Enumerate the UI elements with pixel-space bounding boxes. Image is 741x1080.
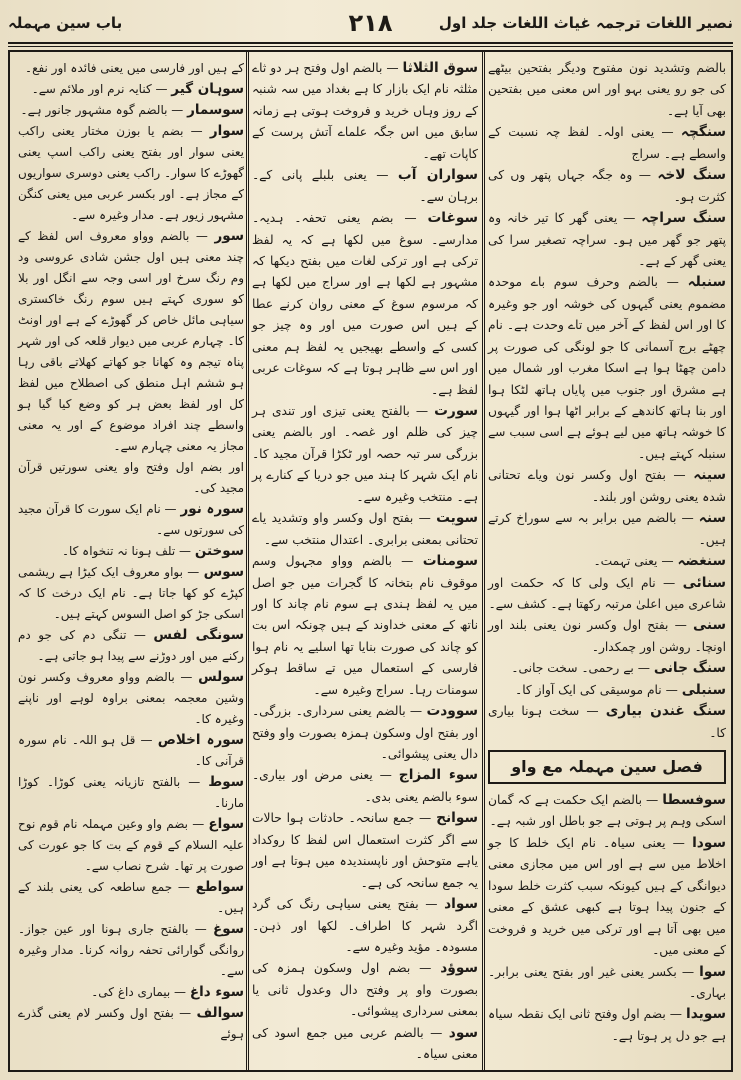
entry-headword: سواران آب [397,167,478,184]
entry-definition: جمع ساطعہ کی یعنی بلند کے ہیں۔ [18,880,244,915]
entry-definition: یعنی سیاہ۔ نام ایک خلط کا جو اخلاط میں سے ہے اور اس میں مجازی معنی دیوانگی کے ہیں کیونکہ سبب کثرت خلط سودا کے جنون پیدا ہوتا ہے کبھی عشق کے معنی میں بھی آتا ہے اور ترکی میں خرید و فروخت کے معنی میں۔ [488,835,726,958]
entry-headword: سونگی لفس [153,627,244,643]
dictionary-entry [18,58,244,79]
entry-headword: سود [448,1024,478,1041]
dictionary-entry: سنگ سراچہ — یعنی گھر کا تیر خانہ وہ پتھر جو گھر میں ہو۔ سراچہ تصغیر سرا کی یعنی گھر کے ہے۔ [488,210,726,268]
entry-headword: سواد [444,896,478,913]
entry-definition: بضم واو وعین مہملہ نام قوم نوح علیہ السلام کے قوم کے بت کا جو عورت کی صورت پر تھا۔ شرح نصاب سے۔ [18,817,244,873]
dictionary-entry: سومنات — بالضم وواو مجہول وسم موقوف نام بتخانہ کا گجرات میں جو اصل میں یہ لفظ ہندی ہے سوم نام چاند کا اور ناتھ کے معنی خداوند کے ہیں چونکہ اس بت کو چاند کی صورت بنایا تھا اسلیے یہ نام ہوا فارسی کے استعمال میں تے ساقط ہوکر سومنات رہا۔ سراج وغیرہ سے۔ [252,553,478,697]
book-title: نصیر اللغات ترجمہ غیاث اللغات جلد اول [438,14,733,32]
dictionary-entry: سودا — یعنی سیاہ۔ نام ایک خلط کا جو اخلاط میں سے ہے اور اس میں مجازی معنی دیوانگی کے ہیں کیونکہ سبب کثرت خلط سودا کے جنون پیدا ہوتا ہے کبھی عشق کے معنی میں بھی آتا ہے اور ترکی میں خرید و فروخت کے معنی میں۔ [488,834,726,958]
dictionary-entry: سوودت — بالضم یعنی سرداری۔ بزرگی۔ اور بفتح اول وسکون ہمزہ بصورت واو وفتح دال یعنی پیشوائی۔ [252,703,478,761]
dictionary-entry: سود — بالضم عربی میں جمع اسود کی معنی سیاہ۔ [252,1024,478,1062]
entry-definition: اور بضم اول وفتح واو یعنی سورتیں قرآن مجید کی۔ [18,460,244,495]
entry-headword: سوہان گیر [171,81,244,97]
entry-definition: نام ایک سورت کا قرآن مجید کی سورتوں سے۔ [18,502,244,537]
entry-headword: سوا [699,963,726,980]
entry-definition: بالضم عربی میں جمع اسود کی معنی سیاہ۔ [252,1025,478,1062]
entry-definition: کے ہیں اور فارسی میں یعنی فائدہ اور نفع۔ [25,61,244,75]
entry-definition: یعنی گھر کا تیر خانہ وہ پتھر جو گھر میں ہو۔ سراچہ تصغیر سرا کی یعنی گھر کے ہے۔ [488,211,726,268]
column-divider-right [482,50,485,1072]
dictionary-entry: سوا — بکسر یعنی غیر اور بفتح یعنی برابر۔ بہاری۔ [488,963,726,1000]
entry-headword: سوق الثلاثا [402,60,478,76]
entry-headword: سینہ [693,467,727,484]
entry-definition: بالضم وواو مجہول وسم موقوف نام بتخانہ کا گجرات میں جو اصل میں یہ لفظ ہندی ہے سوم نام چاند کا اور ناتھ کے معنی خداوند کے ہیں چونکہ اس بت کو چاند کی صورت بنایا تھا اسلیے یہ نام ہوا فارسی کے استعمال میں تے ساقط ہوکر سومنات رہا۔ سراج وغیرہ سے۔ [252,554,478,697]
entry-definition: تنگی دم کی جو دم رکنے میں اور دوڑنے سے پیدا ہو جاتی ہے۔ [18,628,244,663]
dictionary-entry: سنگچہ — یعنی اولہ۔ لفظ چہ نسبت کے واسطے ہے۔ سراج [488,124,726,161]
dictionary-entry: سورہ اخلاص — قل ہو اللہ۔ نام سورہ قرآنی کا۔ [18,732,244,768]
column-right [488,58,726,1066]
entry-headword: سور [214,228,244,244]
dictionary-entry: سوس — بواو معروف ایک کیڑا ہے ریشمی کپڑے کو کھا جاتا ہے۔ نام ایک درخت کا کہ اسکی جڑ کو اصل السوس کہتے ہیں۔ [18,564,244,621]
entry-headword: سوار [209,123,244,139]
entry-definition: جمع سانحہ۔ حادثات ہوا حالات سے اگر کثرت استعمال اس لفظ کا روکداد یاہے متوحش اور ناپسندیدہ میں ہوتا ہے اور یہ جمع سانحہ کی ہے۔ [252,811,478,890]
entry-definition: بیماری داغ کی۔ [91,985,171,999]
dictionary-entry: سواع — بضم واو وعین مہملہ نام قوم نوح علیہ السلام کے قوم کے بت کا جو عورت کی صورت پر تھا۔ شرح نصاب سے۔ [18,816,244,873]
entry-headword: سنہ [698,510,726,527]
entry-headword: سواطع [195,879,244,895]
entry-definition: بالضم گوہ مشہور جانور ہے۔ [20,103,168,117]
section-title: باب سین مہملہ [8,14,123,32]
dictionary-entry [488,58,726,122]
entry-headword: سورت [434,403,478,419]
entry-headword: سوختن [194,543,244,559]
entry-definition: کنایہ نرم اور ملائم سے۔ [31,82,152,96]
page-number: ۲۱۸ [348,9,393,37]
entry-headword: سنبلہ [687,274,726,291]
page-header [8,6,733,40]
entry-headword: سوالف [196,1005,244,1021]
entry-headword: سوغات [427,210,478,227]
column-divider-left [246,50,249,1072]
dictionary-entry: سواران آب — یعنی بلبلے پانی کے۔ برہان سے۔ [252,167,478,204]
entry-definition: بضم یعنی تحفہ۔ ہدیہ۔ مدارسے۔ سوغ میں لکھا ہے کہ یہ لفظ ترکی ہے اور ترکی لغات میں بفتح دیکھا کہ مشہور ہے لکھا ہے اور سراج میں لکھا ہے کہ مرسوم سوغ کے معنی روان کرنے عطا کے ہیں اس صورت میں اور وہ چیز جو کسی کے واسطے بھیجیں یہ لفظ ہم معنی اور اس سے ظاہر ہوتا ہے کہ سوغات عربی لفظ ہے۔ [252,211,478,397]
dictionary-entry: سینہ — بفتح اول وکسر نون ویاے تحتانی شدہ یعنی روشن اور بلند۔ [488,467,727,504]
entry-definition: بضم اول وسکون ہمزہ کی بصورت واو پر وفتح دال وعدول ثانی یا بمعنی سرداری پیشوائی۔ [252,961,478,1019]
entry-definition: یعنی تہمت۔ [593,554,658,569]
entry-definition: یعنی اولہ۔ لفظ چہ نسبت کے واسطے ہے۔ سراج [488,125,726,161]
entry-definition: وہ جگہ جہاں پتھر وں کی کثرت ہو۔ [488,168,726,204]
entry-definition: بالضم وواو معروف وکسر نون وشین معجمہ بمعنی براوہ لوہے اور ناپنے وغیرہ کا۔ [18,670,244,726]
dictionary-entry: سنی — بفتح اول وکسر نون یعنی بلند اور اونچا۔ روشن اور چمکدار۔ [488,617,726,654]
dictionary-entry: سوسمار — بالضم گوہ مشہور جانور ہے۔ [20,102,244,118]
entry-definition: نام موسیقی کی ایک آواز کا۔ [515,682,662,697]
entry-definition: یعنی بلبلے پانی کے۔ برہان سے۔ [252,168,478,204]
entry-headword: سنگچہ [680,124,726,141]
entry-definition: بفتح اول وکسر واو وتشدید یاے تحتانی بمعنی برابری۔ اعتدال منتخب سے۔ [252,511,478,547]
entry-headword: سواع [208,816,244,832]
entry-headword: سنی [692,617,726,634]
entry-headword: سوانح [436,810,478,827]
entry-headword: سوء المزاج [398,767,478,784]
entry-definition: تلف ہونا نہ تنخواہ کا۔ [61,544,176,558]
dictionary-entry: سنگ جانی — بے رحمی۔ سخت جانی۔ [511,660,726,677]
dictionary-entry: سنگ لاخہ — وہ جگہ جہاں پتھر وں کی کثرت ہو۔ [488,167,726,204]
dictionary-entry: سنائی — نام ایک ولی کا کہ حکمت اور شاعری میں اعلیٰ مرتبہ رکھتا ہے۔ کشف سے۔ [488,574,726,611]
entry-definition: بے رحمی۔ سخت جانی۔ [511,661,634,676]
entry-definition: یعنی مرض اور بیاری۔ سوء بالضم یعنی بدی۔ [252,768,478,804]
dictionary-entry: سواد — بفتح یعنی سیاہی رنگ کی گرد اگرد شہر کا اطراف۔ لکھا اور ذہن۔ مسودہ۔ مؤید وغیرہ سے۔ [252,896,478,954]
entry-definition: بالضم وحرف سوم باے موحدہ مضموم یعنی گیہوں کی خوشہ اور جو وغیرہ کا اور اس لفظ کے آخر میں تاے وحدت ہے۔ نام چھٹے برج آسمانی کا جو لونگی کی صورت پر دامن چھٹا ہوا ہے اسکا مغرب اور شمال میں ہے مشرق اور جنوب میں پایاں ہاتھ لٹکا ہوا اور بنا ہاتھ کاندھے کے برابر اٹھا ہوا اور گیہوں کا خوشہ ہاتھ میں لیے ہوئے ہے اسی سبب سے سنبلہ کہتے ہیں۔ [488,275,726,461]
entry-headword: سوسمار [187,102,244,118]
entry-headword: سوس [203,564,244,580]
dictionary-entry: سوختن — تلف ہونا نہ تنخواہ کا۔ [61,543,244,559]
entry-headword: سنگ لاخہ [657,167,726,184]
entry-headword: سوؤد [440,960,478,977]
dictionary-entry: سوط — بالفتح تازیانہ یعنی کوڑا۔ کوڑا مارنا۔ [18,774,244,810]
entry-headword: سولس [198,669,244,685]
dictionary-entry: سوار — بضم یا بوزن مختار یعنی راکب یعنی سوار اور بفتح یعنی راکب اسپ یعنی گھوڑے کا سوار۔ راکب یعنی دوسری سواریوں کے مجاز ہے۔ اور بکسر عربی میں یعنی کنگن مشہور زیور ہے۔ مدار وغیرہ سے۔ [18,123,244,222]
dictionary-entry: سنہ — بالضم میں برابر بہ سے سوراخ کرتے ہیں۔ [488,510,726,547]
dictionary-entry [18,457,244,499]
entry-headword: سوودت [426,703,478,720]
dictionary-entry: سنبلی — نام موسیقی کی ایک آواز کا۔ [515,681,726,698]
entry-headword: سویت [436,510,478,527]
entry-definition: بواو معروف ایک کیڑا ہے ریشمی کپڑے کو کھا جاتا ہے۔ نام ایک درخت کا کہ اسکی جڑ کو اصل السوس کہتے ہیں۔ [18,565,244,621]
column-middle [252,58,478,1066]
dictionary-entry: سونگی لفس — تنگی دم کی جو دم رکنے میں اور دوڑنے سے پیدا ہو جاتی ہے۔ [18,627,244,663]
dictionary-entry: سوانح — جمع سانحہ۔ حادثات ہوا حالات سے اگر کثرت استعمال اس لفظ کا روکداد یاہے متوحش اور ناپسندیدہ میں ہوتا ہے اور یہ جمع سانحہ کی ہے۔ [252,810,478,890]
entry-definition: بالضم اول وفتح ہر دو ثاے مثلثہ نام ایک بازار کا ہے بغداد میں سہ شنبہ کے روز وہاں خرید و فروخت ہوتی ہے زمانہ سابق میں اس جگہ علماے آتش پرست کے کاپات تھے۔ [252,61,478,161]
dictionary-entry: سوؤد — بضم اول وسکون ہمزہ کی بصورت واو پر وفتح دال وعدول ثانی یا بمعنی سرداری پیشوائی۔ [252,960,478,1019]
dictionary-entry: سواطع — جمع ساطعہ کی یعنی بلند کے ہیں۔ [18,879,244,915]
entry-headword: سنگ غندن بیاری [605,703,726,720]
entry-definition: سخت ہونا بیاری کا۔ [488,704,726,740]
dictionary-entry: سوہان گیر — کنایہ نرم اور ملائم سے۔ [31,81,244,97]
entry-headword: سودا [692,834,726,851]
entry-definition: بفتح اول وکسر لام یعنی گذرے ہوئے [18,1006,244,1041]
dictionary-entry: سوالف — بفتح اول وکسر لام یعنی گذرے ہوئے [18,1005,244,1041]
entry-headword: سوغ [213,921,244,937]
entry-definition: بضم اول وفتح ثانی ایک نقطہ سیاہ ہے جو دل پر ہوتا ہے۔ [488,1007,726,1043]
dictionary-entry: سوء داغ — بیماری داغ کی۔ [91,984,244,1000]
column-left [18,58,244,1066]
entry-definition: بالفتح یعنی تیزی اور تندی ہر چیز کی ظلم اور غصہ۔ اور بالضم یعنی بزرگی سر تبہ حصہ اور ٹکڑا قرآن مجید کا۔ نام ایک شہر کا ہند میں جو دریا کے کنارے پر ہے۔ منتخب وغیرہ سے۔ [252,404,478,504]
dictionary-entry: سنغضہ — یعنی تہمت۔ [593,553,726,570]
dictionary-entry: سوغ — بالفتح جاری ہونا اور عین جواز۔ روانگی گوارائی تحفہ روانہ کرنا۔ مدار وغیرہ سے۔ [18,921,244,978]
entry-definition: بالفتح جاری ہونا اور عین جواز۔ روانگی گوارائی تحفہ روانہ کرنا۔ مدار وغیرہ سے۔ [18,922,244,978]
dictionary-entry: سورت — بالفتح یعنی تیزی اور تندی ہر چیز کی ظلم اور غصہ۔ اور بالضم یعنی بزرگی سر تبہ حصہ اور ٹکڑا قرآن مجید کا۔ نام ایک شہر کا ہند میں جو دریا کے کنارے پر ہے۔ منتخب وغیرہ سے۔ [252,403,478,504]
entry-definition: قل ہو اللہ۔ نام سورہ قرآنی کا۔ [18,733,244,768]
dictionary-entry: سویدا — بضم اول وفتح ثانی ایک نقطہ سیاہ ہے جو دل پر ہوتا ہے۔ [488,1006,726,1043]
dictionary-entry: سوفسطا — بالضم ایک حکمت ہے کہ گمان اسکی وہم پر ہوتی ہے جو باطل اور شبہ ہے۔ [488,792,726,829]
entry-headword: سنغضہ [677,553,726,570]
dictionary-entry: سولس — بالضم وواو معروف وکسر نون وشین معجمہ بمعنی براوہ لوہے اور ناپنے وغیرہ کا۔ [18,669,244,726]
entry-headword: سوفسطا [662,792,726,808]
section-heading: فصل سین مہملہ مع واو [488,750,726,784]
entry-definition: بالضم وواو معروف اس لفظ کے چند معنی ہیں اول جشن شادی عروسی ود وم رنگ سرخ اور اسی وجہ سے انگل اور بلا کو سوری کہتے ہیں سوم رنگ خاکستری سیاہی مائل خاص کر گھوڑے کے ہے اور اونٹ کا۔ چہارم عربی میں دیوار قلعہ کی اور شہر پناہ تیجم وہ کھانا جو کھاتے کھلاتے باقی رہا ہو ششم اہل منطق کی اصطلاح میں لفظ کل اور لفظ بعض ہر کو وضع کیا گیا ہو واسطے چند افراد موضوع کے اور یہ معنی مجاز یہ معنی چہارم سے۔ [18,229,244,453]
dictionary-entry: سویت — بفتح اول وکسر واو وتشدید یاے تحتانی بمعنی برابری۔ اعتدال منتخب سے۔ [252,510,478,547]
entry-definition: بفتح یعنی سیاہی رنگ کی گرد اگرد شہر کا اطراف۔ لکھا اور ذہن۔ مسودہ۔ مؤید وغیرہ سے۔ [252,897,478,954]
entry-definition: بضم یا بوزن مختار یعنی راکب یعنی سوار اور بفتح یعنی راکب اسپ یعنی گھوڑے کا سوار۔ راکب یعنی دوسری سواریوں کے مجاز ہے۔ اور بکسر عربی میں یعنی کنگن مشہور زیور ہے۔ مدار وغیرہ سے۔ [18,124,244,222]
dictionary-entry: سوغات — بضم یعنی تحفہ۔ ہدیہ۔ مدارسے۔ سوغ میں لکھا ہے کہ یہ لفظ ترکی ہے اور ترکی لغات میں بفتح دیکھا کہ مشہور ہے لکھا ہے اور سراج میں لکھا ہے کہ مرسوم سوغ کے معنی روان کرنے عطا کے ہیں اس صورت میں اور وہ چیز جو کسی کے واسطے بھیجیں یہ لفظ ہم معنی اور اس سے ظاہر ہوتا ہے کہ سوغات عربی لفظ ہے۔ [252,210,478,397]
entry-headword: سورہ نور [180,501,244,517]
entry-headword: سومنات [422,553,478,570]
entry-definition: نام ایک ولی کا کہ حکمت اور شاعری میں اعلیٰ مرتبہ رکھتا ہے۔ کشف سے۔ [488,575,726,611]
header-rule [8,42,733,44]
entry-headword: سنگ سراچہ [641,210,726,227]
entry-definition: بالفتح تازیانہ یعنی کوڑا۔ کوڑا مارنا۔ [18,775,244,810]
dictionary-entry: سوء المزاج — یعنی مرض اور بیاری۔ سوء بالضم یعنی بدی۔ [252,767,478,804]
entry-headword: سنبلی [681,681,726,698]
entry-definition: بفتح اول وکسر نون ویاے تحتانی شدہ یعنی روشن اور بلند۔ [488,468,726,504]
dictionary-entry: سوق الثلاثا — بالضم اول وفتح ہر دو ثاے مثلثہ نام ایک بازار کا ہے بغداد میں سہ شنبہ کے روز وہاں خرید و فروخت ہوتی ہے زمانہ سابق میں اس جگہ علماے آتش پرست کے کاپات تھے۔ [252,60,478,161]
entry-headword: سنگ جانی [653,660,726,677]
entry-definition: بفتح اول وکسر نون یعنی بلند اور اونچا۔ روشن اور چمکدار۔ [488,618,726,654]
header-rule-thin [8,46,733,47]
entry-headword: سوط [208,774,244,790]
dictionary-entry: سنبلہ — بالضم وحرف سوم باے موحدہ مضموم یعنی گیہوں کی خوشہ اور جو وغیرہ کا اور اس لفظ کے آخر میں تاے وحدت ہے۔ نام چھٹے برج آسمانی کا جو لونگی کی صورت پر دامن چھٹا ہوا ہے اسکا مغرب اور شمال میں ہے مشرق اور جنوب میں پایاں ہاتھ لٹکا ہوا اور بنا ہاتھ کاندھے کے برابر اٹھا ہوا اور گیہوں کا خوشہ ہاتھ میں لیے ہوئے ہے اسی سبب سے سنبلہ کہتے ہیں۔ [488,274,726,461]
entry-definition: بالضم میں برابر بہ سے سوراخ کرتے ہیں۔ [488,511,726,547]
entry-definition: بالضم ایک حکمت ہے کہ گمان اسکی وہم پر ہوتی ہے جو باطل اور شبہ ہے۔ [488,793,726,829]
entry-headword: سوء داغ [189,984,244,1000]
dictionary-entry: سورہ نور — نام ایک سورت کا قرآن مجید کی سورتوں سے۔ [18,501,244,537]
entry-definition: بکسر یعنی غیر اور بفتح یعنی برابر۔ بہاری۔ [488,964,726,1000]
entry-headword: سنائی [682,574,726,591]
entry-headword: سورہ اخلاص [157,732,244,748]
entry-definition: بالضم یعنی سرداری۔ بزرگی۔ اور بفتح اول وسکون ہمزہ بصورت واو وفتح دال یعنی پیشوائی۔ [252,704,478,761]
entry-headword: سویدا [686,1006,726,1023]
entry-definition: بالضم وتشدید نون مفتوح ودیگر بفتحین بیٹھے کی جو رو یعنی بہو اور اس معنی میں بفتحین بھی آیا ہے۔ [488,61,726,118]
dictionary-entry: سور — بالضم وواو معروف اس لفظ کے چند معنی ہیں اول جشن شادی عروسی ود وم رنگ سرخ اور اسی وجہ سے انگل اور بلا کو سوری کہتے ہیں سوم رنگ خاکستری سیاہی مائل خاص کر گھوڑے کے ہے اور اونٹ کا۔ چہارم عربی میں دیوار قلعہ کی اور شہر پناہ تیجم وہ کھانا جو کھاتے کھلاتے باقی رہا ہو ششم اہل منطق کی اصطلاح میں لفظ کل اور لفظ بعض ہر کو وضع کیا گیا ہو واسطے چند افراد موضوع کے اور یہ معنی مجاز یہ معنی چہارم سے۔ [18,228,244,453]
dictionary-entry: سنگ غندن بیاری — سخت ہونا بیاری کا۔ [488,703,726,740]
